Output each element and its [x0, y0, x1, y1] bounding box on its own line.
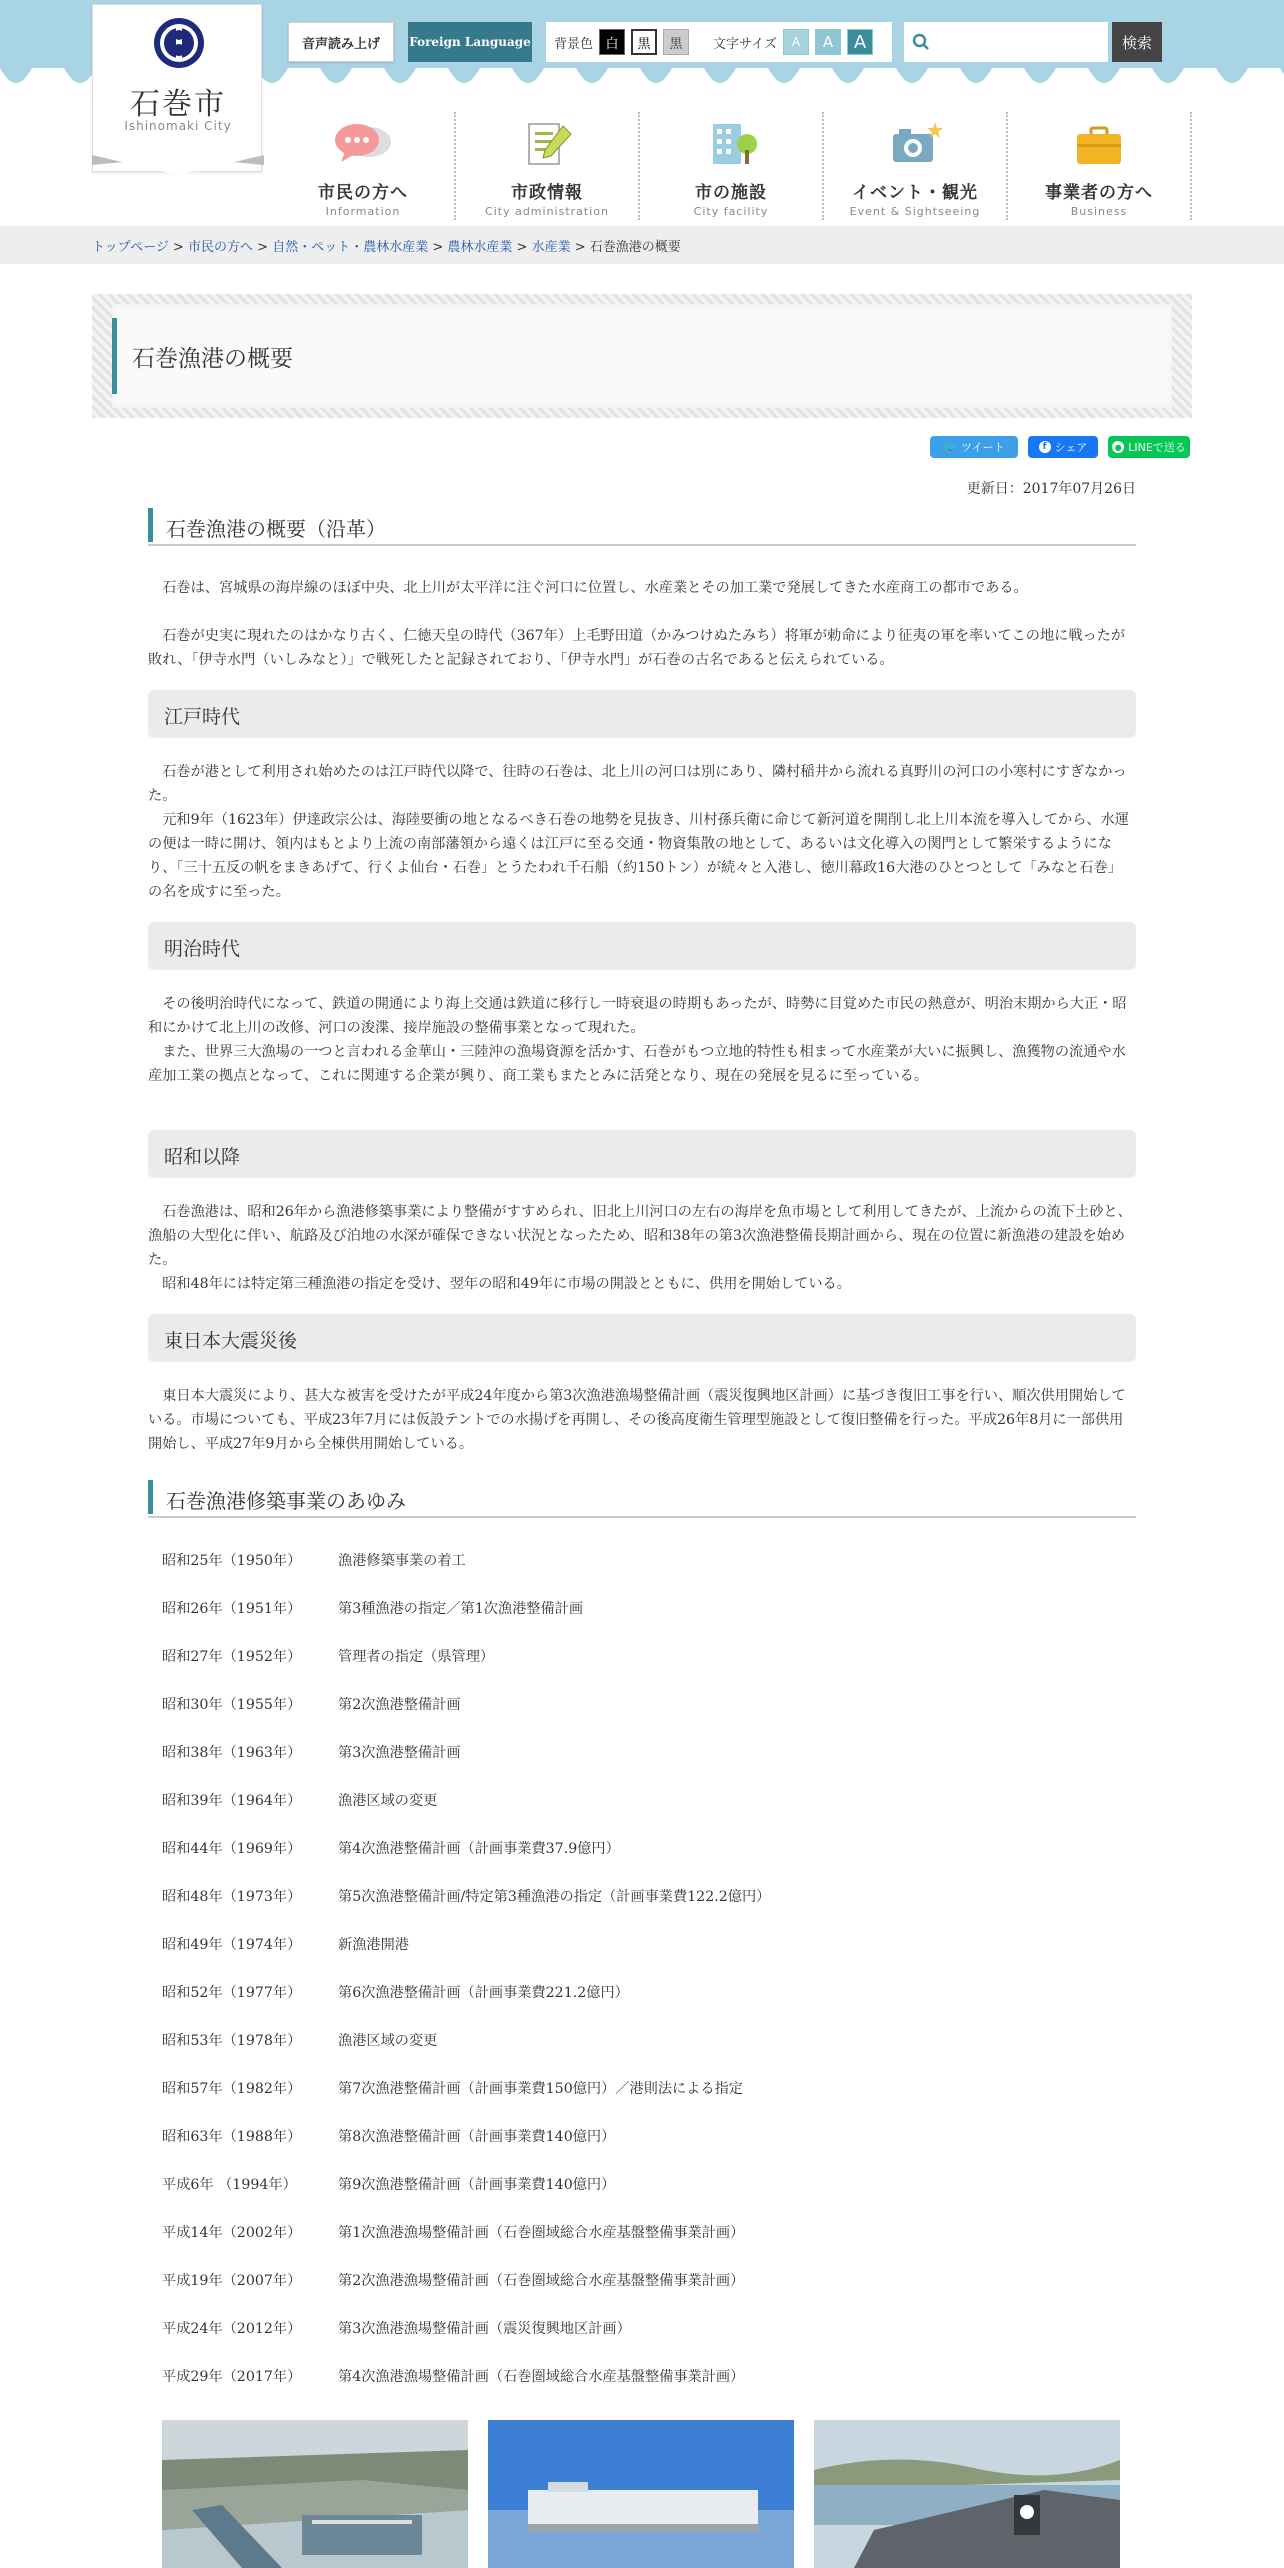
paragraph: その後明治時代になって、鉄道の開通により海上交通は鉄道に移行し一時衰退の時期もあったが、時勢に目覚めた市民の熱意が、明治末期から大正・昭和にかけて北上川の改修、河口の浚渫、接岸施設の整備事業となって現れた。: [148, 996, 1127, 1036]
history-row: 昭和27年（1952年） 管理者の指定（県管理）: [162, 1649, 495, 1665]
search-input[interactable]: [904, 22, 1108, 62]
breadcrumb-link[interactable]: 水産業: [531, 240, 571, 255]
history-row: 昭和39年（1964年） 漁港区域の変更: [162, 1793, 438, 1809]
subsection-heading: 東日本大震災後: [148, 1314, 1136, 1362]
bg-gray-button[interactable]: 黒: [663, 29, 689, 55]
facebook-icon: f: [1039, 441, 1051, 453]
breadcrumb-link[interactable]: 市民の方へ: [188, 240, 254, 255]
tweet-button[interactable]: 🐦 ツイート: [930, 436, 1018, 458]
line-icon: ●: [1112, 441, 1124, 453]
history-row: 平成14年（2002年） 第1次漁港漁場整備計画（石巻圏域総合水産基盤整備事業計画）: [162, 2225, 745, 2241]
breadcrumb-link[interactable]: 自然・ペット・農林水産業: [272, 240, 429, 255]
font-medium-button[interactable]: A: [815, 29, 841, 55]
voice-readout-button[interactable]: 音声読み上げ: [288, 22, 394, 62]
subsection-heading: 江戸時代: [148, 690, 1136, 738]
twitter-icon: 🐦: [943, 440, 958, 454]
market-photo-image: [488, 2420, 794, 2568]
nav-events[interactable]: [824, 112, 1008, 220]
bg-black-button[interactable]: 黒: [631, 29, 657, 55]
harbor-photo-image: [814, 2420, 1120, 2568]
history-row: 昭和38年（1963年） 第3次漁港整備計画: [162, 1745, 461, 1761]
paragraph: 昭和48年には特定第三種漁港の指定を受け、翌年の昭和49年に市場の開設とともに、供用を開始している。: [162, 1276, 851, 1292]
display-settings: [546, 22, 892, 62]
history-row: 昭和53年（1978年） 漁港区域の変更: [162, 2033, 438, 2049]
document-pencil-icon: [515, 116, 579, 172]
foreign-language-button[interactable]: Foreign Language: [408, 22, 532, 62]
logo-ribbon-decoration: [92, 155, 264, 181]
nav-label-en: Business: [1070, 205, 1128, 218]
breadcrumb-current: 石巻漁港の概要: [589, 240, 681, 255]
line-share-button[interactable]: ● LINEで送る: [1108, 436, 1190, 458]
history-row: 昭和44年（1969年） 第4次漁港整備計画（計画事業費37.9億円）: [162, 1841, 620, 1857]
page-title: 石巻漁港の概要: [132, 346, 293, 372]
history-row: 昭和52年（1977年） 第6次漁港整備計画（計画事業費221.2億円）: [162, 1985, 629, 2001]
nav-label-en: Event & Sightseeing: [849, 205, 981, 218]
title-accent-bar: [112, 318, 117, 394]
aerial-port-photo[interactable]: [162, 2420, 468, 2568]
global-nav: [272, 112, 1192, 220]
paragraph: また、世界三大漁場の一つと言われる金華山・三陸沖の漁場資源を活かす、石巻がもつ立地的特性も相まって水産業が大いに振興し、漁獲物の流通や水産加工業の拠点となって、これに関連する企業が興り、商工業もまたとみに活発となり、現在の発展を見るに至っている。: [148, 1044, 1126, 1084]
breadcrumb-link[interactable]: トップページ: [92, 240, 169, 255]
city-logo[interactable]: [92, 4, 262, 172]
search-button[interactable]: 検索: [1112, 22, 1162, 62]
nav-city-admin[interactable]: [456, 112, 640, 220]
nav-label-jp: イベント・観光: [852, 183, 978, 203]
history-row: 平成29年（2017年） 第4次漁港漁場整備計画（石巻圏域総合水産基盤整備事業計画）: [162, 2369, 745, 2385]
city-name-jp: 石巻市: [130, 87, 226, 122]
facebook-share-button[interactable]: f シェア: [1028, 436, 1098, 458]
briefcase-icon: [1067, 116, 1131, 172]
breadcrumb: トップページ > 市民の方へ > 自然・ペット・農林水産業 > 農林水産業 > 水産業 > 石巻漁港の概要: [92, 240, 681, 255]
paragraph: 石巻が港として利用され始めたのは江戸時代以降で、往時の石巻は、北上川の河口は別にあり、隣村稲井から流れる真野川の河口の小寒村にすぎなかった。: [148, 764, 1127, 804]
building-tree-icon: [699, 116, 763, 172]
font-small-button[interactable]: A: [783, 29, 809, 55]
search-icon: [912, 33, 930, 51]
history-row: 昭和25年（1950年） 漁港修築事業の着工: [162, 1553, 466, 1569]
paragraph: 東日本大震災により、甚大な被害を受けたが平成24年度から第3次漁港漁場整備計画（震災復興地区計画）に基づき復旧工事を行い、順次供用開始している。市場についても、平成23年7月には仮設テントでの水揚げを再開し、その後高度衛生管理型施設として復旧整備を行った。平成26年8月に一部供用開始し、平成27年9月から全棟供用開始している。: [148, 1388, 1126, 1452]
harbor-facility-photo[interactable]: [814, 2420, 1120, 2568]
bg-white-button[interactable]: 白: [599, 29, 625, 55]
history-row: 昭和57年（1982年） 第7次漁港整備計画（計画事業費150億円）／港則法による指定: [162, 2081, 743, 2097]
subsection-heading: 昭和以降: [148, 1130, 1136, 1178]
nav-label-jp: 市政情報: [511, 183, 583, 203]
paragraph: 石巻漁港は、昭和26年から漁港修築事業により整備がすすめられ、旧北上川河口の左右の海岸を魚市場として利用してきたが、上流からの流下土砂と、漁船の大型化に伴い、航路及び泊地の水深が確保できない状況となったため、昭和38年の第3次漁港整備長期計画から、現在の位置に新漁港の建設を始めた。: [148, 1204, 1132, 1268]
paragraph: 石巻は、宮城県の海岸線のほぼ中央、北上川が太平洋に注ぐ河口に位置し、水産業とその加工業で発展してきた水産商工の都市である。: [162, 580, 1028, 596]
city-name-en: Ishinomaki City: [124, 119, 232, 133]
nav-label-en: City facility: [693, 205, 769, 218]
history-row: 昭和30年（1955年） 第2次漁港整備計画: [162, 1697, 461, 1713]
aerial-photo-image: [162, 2420, 468, 2568]
history-row: 平成19年（2007年） 第2次漁港漁場整備計画（石巻圏域総合水産基盤整備事業計画）: [162, 2273, 745, 2289]
history-row: 昭和26年（1951年） 第3種漁港の指定／第1次漁港整備計画: [162, 1601, 584, 1617]
nav-business[interactable]: [1008, 112, 1192, 220]
history-row: 昭和48年（1973年） 第5次漁港整備計画/特定第3種漁港の指定（計画事業費122.2億円）: [162, 1889, 771, 1905]
camera-icon: [883, 116, 947, 172]
subsection-heading: 明治時代: [148, 922, 1136, 970]
paragraph: 石巻が史実に現れたのはかなり古く、仁徳天皇の時代（367年）上毛野田道（かみつけぬたみち）将軍が勅命により征夷の軍を率いてこの地に戦ったが敗れ、「伊寺水門（いしみなと）」で戦死したと記録されており、「伊寺水門」が石巻の古名であると伝えられている。: [148, 628, 1126, 668]
nav-label-jp: 市の施設: [695, 183, 767, 203]
font-size-label: 文字サイズ: [713, 36, 777, 52]
bg-color-label: 背景色: [554, 36, 594, 52]
speech-bubbles-icon: [331, 116, 395, 172]
font-large-button[interactable]: A: [847, 29, 873, 55]
nav-label-jp: 事業者の方へ: [1045, 183, 1153, 203]
nav-residents[interactable]: [272, 112, 456, 220]
market-building-photo[interactable]: [488, 2420, 794, 2568]
nav-label-jp: 市民の方へ: [318, 183, 408, 203]
breadcrumb-link[interactable]: 農林水産業: [447, 240, 513, 255]
history-row: 昭和63年（1988年） 第8次漁港整備計画（計画事業費140億円）: [162, 2129, 616, 2145]
updated-date: 更新日：2017年07月26日: [966, 481, 1136, 497]
history-row: 平成24年（2012年） 第3次漁港漁場整備計画（震災復興地区計画）: [162, 2321, 631, 2337]
nav-label-en: City administration: [485, 205, 609, 218]
section-heading: 石巻漁港の概要（沿革）: [148, 506, 1136, 546]
section-heading: 石巻漁港修築事業のあゆみ: [148, 1478, 1136, 1518]
history-row: 昭和49年（1974年） 新漁港開港: [162, 1937, 409, 1953]
history-row: 平成6年 （1994年） 第9次漁港整備計画（計画事業費140億円）: [162, 2177, 616, 2193]
nav-label-en: Information: [325, 205, 401, 218]
nav-city-facility[interactable]: [640, 112, 824, 220]
page-title-box: [112, 304, 1172, 408]
city-emblem-icon: [153, 17, 205, 69]
paragraph: 元和9年（1623年）伊達政宗公は、海陸要衝の地となるべき石巻の地勢を見抜き、川村孫兵衛に命じて新河道を開削し北上川本流を導入してから、水運の便は一時に開け、領内はもとより上流の南部藩領から遠くは江戸に至る交通・物資集散の地として、あるいは文化導入の関門として繁栄するようになり、「三十五反の帆をまきあげて、行くよ仙台・石巻」とうたわれ千石船（約150トン）が続々と入港し、徳川幕政16大港のひとつとして「みなと石巻」の名を成すに至った。: [148, 812, 1129, 900]
